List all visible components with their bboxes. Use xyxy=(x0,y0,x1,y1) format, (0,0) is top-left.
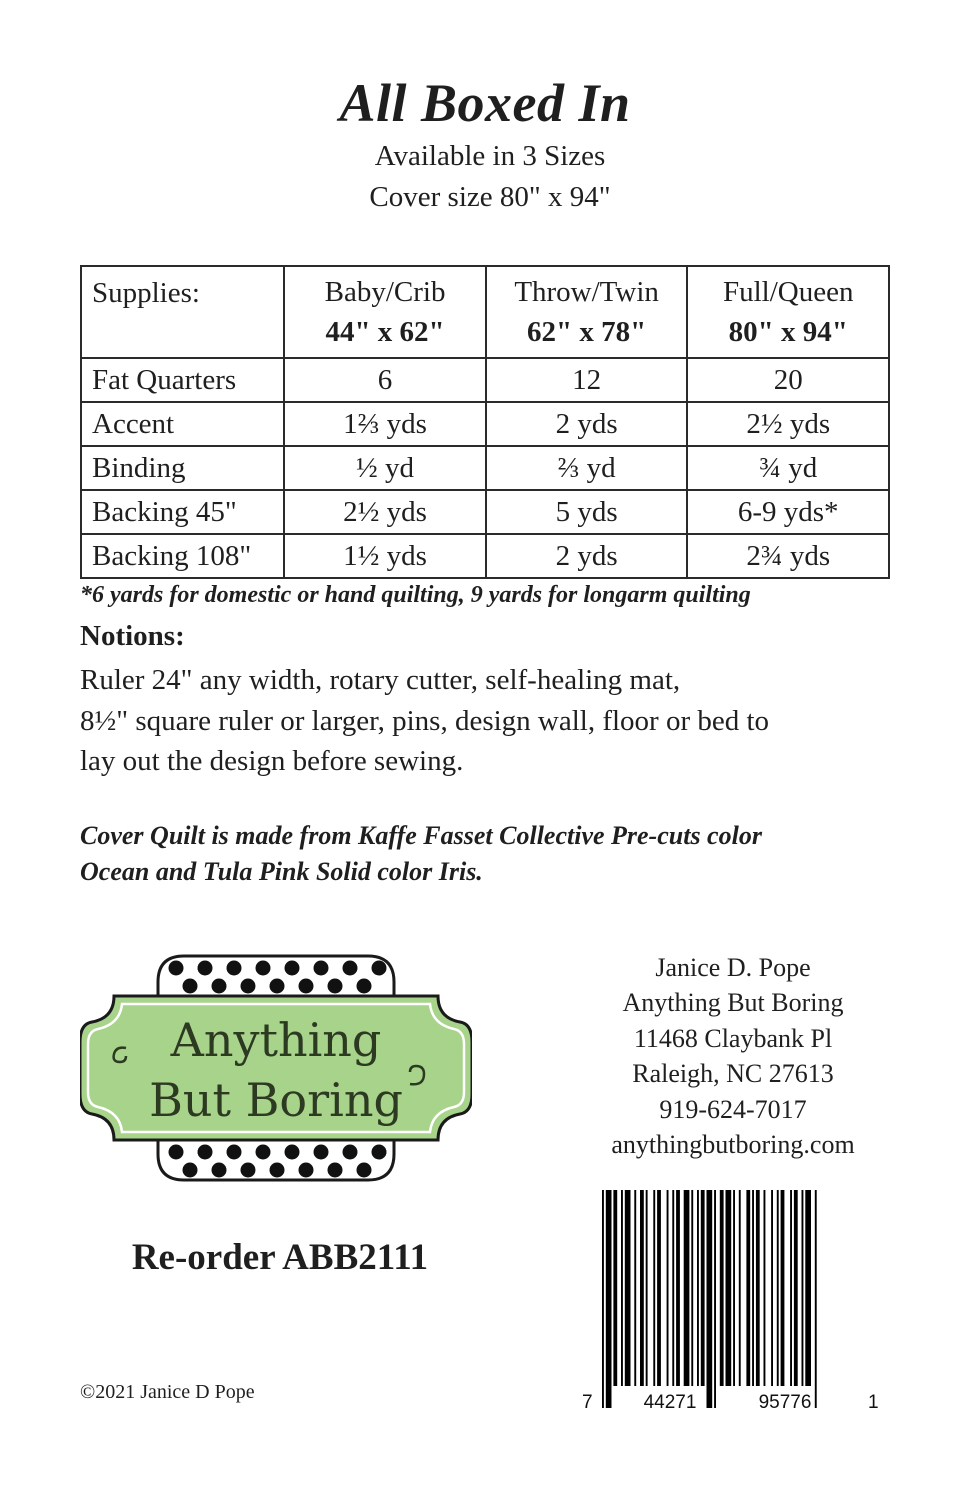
row-label: Backing 108" xyxy=(81,534,284,578)
barcode-bar xyxy=(790,1190,792,1386)
pattern-title: All Boxed In xyxy=(339,73,631,133)
table-cell: 2 yds xyxy=(486,402,688,446)
barcode-bar xyxy=(634,1190,636,1386)
logo-dot xyxy=(212,979,227,994)
barcode-bar xyxy=(707,1190,713,1408)
notions-line: 8½" square ruler or larger, pins, design wall, floor or bed to xyxy=(80,704,770,737)
notions-line: lay out the design before sewing. xyxy=(80,745,464,777)
logo-dot xyxy=(183,979,198,994)
logo-dot xyxy=(270,1163,285,1178)
table-cell: ¾ yd xyxy=(687,446,889,490)
barcode-bar xyxy=(606,1190,612,1408)
contact-block xyxy=(588,950,878,1162)
logo-dot xyxy=(343,1145,358,1160)
column-name: Full/Queen xyxy=(722,276,854,308)
barcode-bar xyxy=(621,1190,623,1386)
column-header-full-queen xyxy=(687,266,889,358)
logo-dot xyxy=(227,961,242,976)
contact-company: Anything But Boring xyxy=(622,988,844,1018)
logo-dot xyxy=(372,961,387,976)
cover-note-line: Cover Quilt is made from Kaffe Fasset Collective Pre-cuts color xyxy=(80,821,762,850)
table-cell: 2¾ yds xyxy=(687,534,889,578)
logo-dot xyxy=(357,979,372,994)
barcode-bar xyxy=(777,1190,779,1386)
supplies-table xyxy=(80,265,890,579)
barcode-bar xyxy=(764,1190,766,1386)
table-cell: 12 xyxy=(486,358,688,402)
barcode-bar xyxy=(815,1190,817,1408)
logo-dot xyxy=(198,1145,213,1160)
barcode-bar xyxy=(726,1190,732,1386)
barcode-bar xyxy=(746,1190,750,1386)
barcode-bar xyxy=(714,1190,716,1408)
barcode-bar xyxy=(720,1190,724,1386)
available-sizes-text: Available in 3 Sizes xyxy=(374,140,606,172)
logo-dot xyxy=(256,1145,271,1160)
barcode-bar xyxy=(640,1190,644,1386)
row-label: Backing 45" xyxy=(81,490,284,534)
logo-dot xyxy=(198,961,213,976)
table-row xyxy=(81,534,889,578)
reorder-number: Re-order ABB2111 xyxy=(131,1237,429,1278)
barcode-digit-left: 7 xyxy=(582,1392,593,1413)
barcode-bar xyxy=(667,1190,669,1386)
logo-dot xyxy=(169,961,184,976)
column-header-baby-crib xyxy=(284,266,485,358)
table-row xyxy=(81,402,889,446)
barcode-bar xyxy=(625,1190,631,1386)
contact-city: Raleigh, NC 27613 xyxy=(632,1059,834,1089)
table-header-row xyxy=(81,266,889,358)
notions-line: Ruler 24" any width, rotary cutter, self-healing mat, xyxy=(80,664,681,696)
table-cell: 2 yds xyxy=(486,534,688,578)
cover-quilt-note xyxy=(80,818,880,890)
row-label: Fat Quarters xyxy=(81,358,284,402)
logo-dot xyxy=(256,961,271,976)
logo-dot xyxy=(299,1163,314,1178)
table-cell: ½ yd xyxy=(284,446,485,490)
logo-line-1: Anything xyxy=(170,1013,382,1067)
barcode-bar xyxy=(697,1190,699,1386)
barcode-bar xyxy=(646,1190,648,1386)
notions-heading: Notions: xyxy=(80,620,185,652)
barcode-bar xyxy=(691,1190,693,1386)
logo-dot xyxy=(241,979,256,994)
barcode-digit-right: 1 xyxy=(868,1392,879,1413)
logo-dot xyxy=(299,979,314,994)
cover-note-line: Ocean and Tula Pink Solid color Iris. xyxy=(80,857,483,886)
barcode-bar xyxy=(794,1190,798,1386)
barcode-bar xyxy=(739,1190,741,1386)
barcode-bar xyxy=(613,1190,617,1386)
anything-but-boring-logo xyxy=(80,952,472,1184)
logo-dot xyxy=(285,1145,300,1160)
cover-size-text: Cover size 80" x 94" xyxy=(369,181,611,213)
table-cell: 1½ yds xyxy=(284,534,485,578)
barcode-bar xyxy=(657,1190,661,1386)
table-cell: 6-9 yds* xyxy=(687,490,889,534)
barcode-bar xyxy=(802,1190,804,1386)
column-size: 62" x 78" xyxy=(527,316,647,348)
barcode-bar xyxy=(733,1190,735,1386)
supplies-heading: Supplies: xyxy=(81,266,284,358)
table-row xyxy=(81,446,889,490)
barcode-bar xyxy=(672,1190,674,1386)
barcode-group-2: 95776 xyxy=(758,1392,812,1413)
column-name: Throw/Twin xyxy=(514,276,659,308)
table-cell: 6 xyxy=(284,358,485,402)
logo-dot xyxy=(343,961,358,976)
backing-footnote: *6 yards for domestic or hand quilting, 9 yards for longarm quilting xyxy=(80,582,751,608)
logo-dot xyxy=(241,1163,256,1178)
column-size: 44" x 62" xyxy=(325,316,445,348)
barcode-bar xyxy=(756,1190,760,1386)
contact-street: 11468 Claybank Pl xyxy=(633,1023,833,1053)
table-cell: ⅔ yd xyxy=(486,446,688,490)
logo-dot xyxy=(328,979,343,994)
logo-dot xyxy=(314,961,329,976)
barcode-bar xyxy=(684,1190,690,1386)
contact-website: anythingbutboring.com xyxy=(611,1130,855,1160)
column-name: Baby/Crib xyxy=(324,276,446,308)
logo-dot xyxy=(227,1145,242,1160)
barcode-bar xyxy=(676,1190,680,1386)
barcode-bar xyxy=(602,1190,604,1408)
logo-dot xyxy=(314,1145,329,1160)
logo-dot xyxy=(372,1145,387,1160)
logo-dot xyxy=(270,979,285,994)
contact-name: Janice D. Pope xyxy=(655,953,811,982)
table-row xyxy=(81,358,889,402)
column-size: 80" x 94" xyxy=(728,316,848,348)
table-row xyxy=(81,490,889,534)
logo-dot xyxy=(285,961,300,976)
table-cell: 2½ yds xyxy=(284,490,485,534)
table-cell: 5 yds xyxy=(486,490,688,534)
logo-line-2: But Boring xyxy=(149,1073,403,1127)
table-cell: 2½ yds xyxy=(687,402,889,446)
upc-barcode xyxy=(580,1190,880,1415)
contact-phone: 919-624-7017 xyxy=(659,1094,807,1124)
barcode-bar xyxy=(805,1190,811,1386)
barcode-bar xyxy=(752,1190,754,1386)
notions-text xyxy=(80,660,880,782)
barcode-bar xyxy=(653,1190,655,1386)
barcode-group-1: 44271 xyxy=(643,1392,697,1413)
barcode-bar xyxy=(781,1190,785,1386)
logo-dot xyxy=(357,1163,372,1178)
logo-dot xyxy=(328,1163,343,1178)
table-cell: 20 xyxy=(687,358,889,402)
table-cell: 1⅔ yds xyxy=(284,402,485,446)
column-header-throw-twin xyxy=(486,266,688,358)
barcode-bar xyxy=(701,1190,705,1386)
logo-dot xyxy=(183,1163,198,1178)
barcode-bar xyxy=(771,1190,773,1386)
logo-dot xyxy=(212,1163,227,1178)
row-label: Accent xyxy=(81,402,284,446)
copyright-text: ©2021 Janice D Pope xyxy=(80,1381,255,1403)
row-label: Binding xyxy=(81,446,284,490)
logo-dot xyxy=(169,1145,184,1160)
